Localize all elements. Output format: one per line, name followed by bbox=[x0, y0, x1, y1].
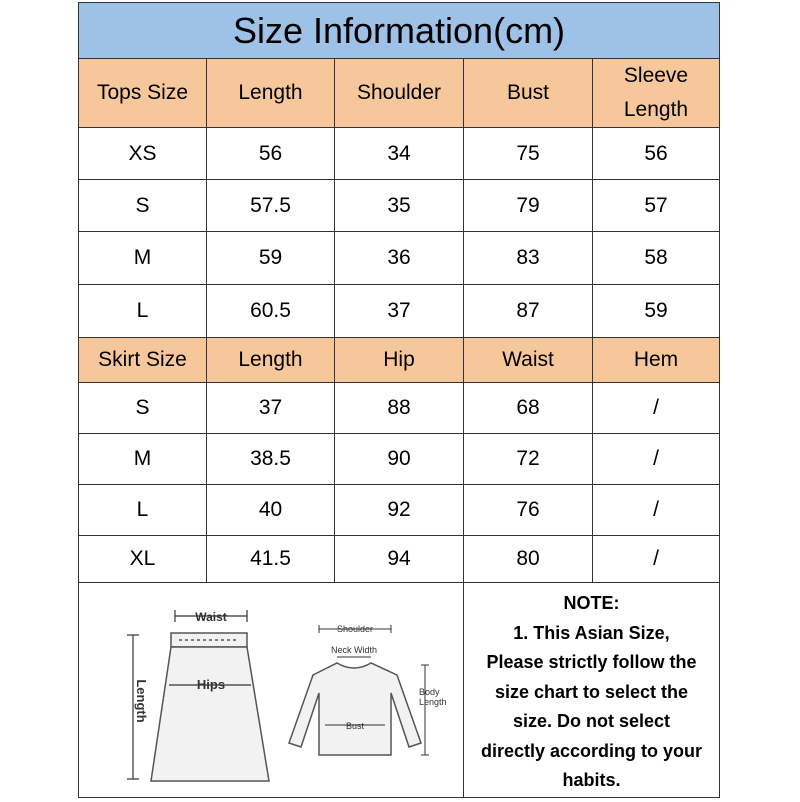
header-cell: Skirt Size bbox=[79, 338, 207, 383]
note-line: habits. bbox=[562, 770, 621, 790]
table-cell: XL bbox=[79, 536, 207, 583]
hips-label: Hips bbox=[196, 677, 226, 692]
note-line: 1. This Asian Size, bbox=[513, 622, 670, 643]
skirt-illustration bbox=[151, 633, 269, 781]
table-cell: 90 bbox=[335, 434, 464, 485]
tops-header-row bbox=[79, 59, 719, 128]
header-cell: Length bbox=[207, 338, 335, 383]
table-cell: 87 bbox=[464, 285, 593, 338]
table-cell: 38.5 bbox=[207, 434, 335, 485]
header-cell: Shoulder bbox=[335, 59, 464, 128]
table-cell: 57.5 bbox=[207, 180, 335, 232]
note-box bbox=[464, 583, 719, 797]
header-cell: Sleeve Length bbox=[593, 59, 719, 128]
table-cell: L bbox=[79, 485, 207, 536]
length-label: Length bbox=[134, 679, 149, 723]
waist-label: Waist bbox=[195, 610, 227, 624]
table-cell: 72 bbox=[464, 434, 593, 485]
table-row bbox=[79, 536, 719, 583]
shoulder-label: Shoulder bbox=[336, 624, 374, 634]
table-row bbox=[79, 128, 719, 180]
table-cell: 68 bbox=[464, 383, 593, 434]
note-line: size chart to select the bbox=[494, 681, 689, 702]
table-cell: 56 bbox=[207, 128, 335, 180]
top-illustration bbox=[289, 663, 421, 755]
note-line: Please strictly follow the bbox=[486, 652, 697, 672]
table-cell: 41.5 bbox=[207, 536, 335, 583]
table-cell: 37 bbox=[207, 383, 335, 434]
table-cell: / bbox=[593, 485, 719, 536]
note-line: size. Do not select bbox=[512, 711, 671, 731]
table-cell: XS bbox=[79, 128, 207, 180]
table-row bbox=[79, 434, 719, 485]
table-cell: 56 bbox=[593, 128, 719, 180]
table-cell: S bbox=[79, 180, 207, 232]
bust-label: Bust bbox=[345, 721, 365, 731]
table-cell: 76 bbox=[464, 485, 593, 536]
header-cell: Tops Size bbox=[79, 59, 207, 128]
table-cell: / bbox=[593, 536, 719, 583]
bottom-section bbox=[79, 583, 719, 797]
table-cell: M bbox=[79, 232, 207, 285]
table-row bbox=[79, 232, 719, 285]
note-line: directly according to your bbox=[480, 740, 703, 761]
table-row bbox=[79, 285, 719, 338]
table-cell: 57 bbox=[593, 180, 719, 232]
table-cell: S bbox=[79, 383, 207, 434]
note-heading: NOTE: bbox=[563, 593, 620, 613]
header-cell: Length bbox=[207, 59, 335, 128]
table-cell: 59 bbox=[593, 285, 719, 338]
neck-width-label: Neck Width bbox=[330, 645, 378, 655]
measurement-diagram bbox=[79, 583, 464, 797]
table-cell: 60.5 bbox=[207, 285, 335, 338]
table-cell: M bbox=[79, 434, 207, 485]
header-cell: Waist bbox=[464, 338, 593, 383]
table-cell: 40 bbox=[207, 485, 335, 536]
table-cell: 94 bbox=[335, 536, 464, 583]
table-cell: / bbox=[593, 383, 719, 434]
table-cell: 83 bbox=[464, 232, 593, 285]
body-length-label-2: Length bbox=[419, 697, 447, 707]
table-cell: L bbox=[79, 285, 207, 338]
table-cell: 58 bbox=[593, 232, 719, 285]
chart-title: Size Information(cm) bbox=[79, 3, 719, 59]
top-body-length-arrow bbox=[421, 665, 429, 755]
table-cell: 92 bbox=[335, 485, 464, 536]
table-row bbox=[79, 383, 719, 434]
table-cell: 34 bbox=[335, 128, 464, 180]
size-chart bbox=[78, 2, 720, 798]
table-row bbox=[79, 180, 719, 232]
measurement-illustration bbox=[79, 583, 463, 797]
header-cell: Hem bbox=[593, 338, 719, 383]
table-cell: 88 bbox=[335, 383, 464, 434]
table-row bbox=[79, 485, 719, 536]
table-cell: 35 bbox=[335, 180, 464, 232]
body-length-label-1: Body bbox=[419, 687, 440, 697]
table-cell: 36 bbox=[335, 232, 464, 285]
table-cell: 75 bbox=[464, 128, 593, 180]
header-cell: Hip bbox=[335, 338, 464, 383]
skirt-header-row bbox=[79, 338, 719, 383]
table-cell: 80 bbox=[464, 536, 593, 583]
header-cell: Bust bbox=[464, 59, 593, 128]
table-cell: 79 bbox=[464, 180, 593, 232]
table-cell: 37 bbox=[335, 285, 464, 338]
table-cell: 59 bbox=[207, 232, 335, 285]
table-cell: / bbox=[593, 434, 719, 485]
